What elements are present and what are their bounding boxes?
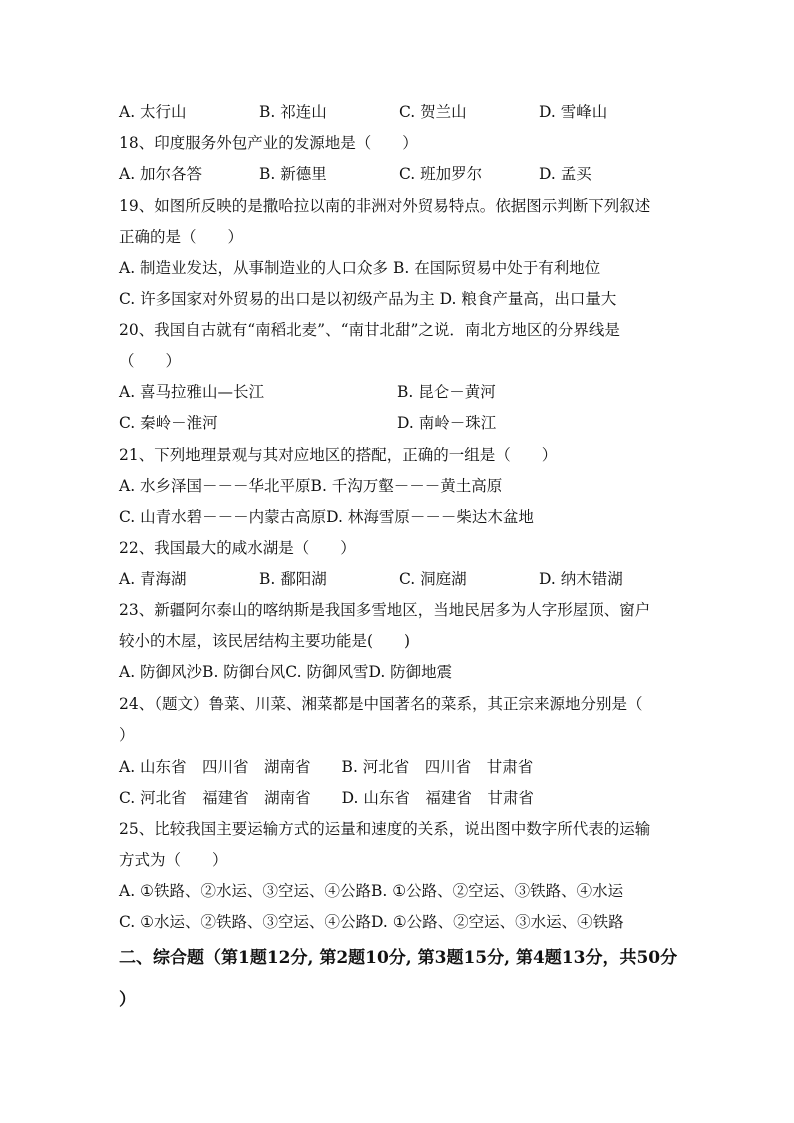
q17-options [119, 102, 679, 122]
q23-stem-line-2: 较小的木屋，该民居结构主要功能是( ) [119, 632, 411, 650]
q21-stem: 21、下列地理景观与其对应地区的搭配，正确的一组是（ ） [119, 446, 558, 464]
q20-option-a: A. 喜马拉雅山—长江 [119, 383, 265, 401]
q18-option-c: C. 班加罗尔 [399, 165, 483, 183]
q17-option-d: D. 雪峰山 [539, 103, 608, 121]
section-2-heading-line-1: 二、综合题（第1题12分, 第2题10分, 第3题15分, 第4题13分，共50分 [119, 948, 678, 968]
q25-options-line-2: C. ①水运、②铁路、③空运、④公路D. ①公路、②空运、③水运、④铁路 [119, 913, 624, 931]
q24-options-line-2: C. 河北省 福建省 湖南省 D. 山东省 福建省 甘肃省 [119, 789, 534, 807]
q17-option-c: C. 贺兰山 [399, 103, 467, 121]
q18-options [119, 164, 679, 184]
q22-option-c: C. 洞庭湖 [399, 570, 467, 588]
q22-stem: 22、我国最大的咸水湖是（ ） [119, 539, 356, 557]
q24-options-line-1: A. 山东省 四川省 湖南省 B. 河北省 四川省 甘肃省 [119, 758, 534, 776]
q20-option-d: D. 南岭－珠江 [397, 414, 497, 432]
q17-option-a: A. 太行山 [119, 103, 187, 121]
q18-option-d: D. 孟买 [539, 165, 592, 183]
q19-options-line-1: A. 制造业发达，从事制造业的人口众多 B. 在国际贸易中处于有利地位 [119, 259, 601, 277]
q25-options-line-1: A. ①铁路、②水运、③空运、④公路B. ①公路、②空运、③铁路、④水运 [119, 882, 624, 900]
q24-stem-line-2: ） [119, 726, 135, 744]
q18-option-b: B. 新德里 [259, 165, 327, 183]
q19-options-line-2: C. 许多国家对外贸易的出口是以初级产品为主 D. 粮食产量高，出口量大 [119, 290, 617, 308]
q22-options [119, 569, 679, 589]
section-2-heading-line-2: ） [119, 990, 136, 1010]
q20-options-row-2 [119, 413, 679, 433]
q24-stem-line-1: 24、（题文）鲁菜、川菜、湘菜都是中国著名的菜系，其正宗来源地分别是（ [119, 695, 643, 713]
q22-option-b: B. 鄱阳湖 [259, 570, 327, 588]
q23-options-line: A. 防御风沙B. 防御台风C. 防御风雪D. 防御地震 [119, 663, 453, 681]
q22-option-d: D. 纳木错湖 [539, 570, 623, 588]
q25-stem-line-2: 方式为（ ） [119, 851, 228, 869]
q23-stem-line-1: 23、新疆阿尔泰山的喀纳斯是我国多雪地区，当地民居多为人字形屋顶、窗户 [119, 601, 651, 619]
q22-option-a: A. 青海湖 [119, 570, 187, 588]
q20-options-row-1 [119, 382, 679, 402]
q20-option-c: C. 秦岭－淮河 [119, 414, 218, 432]
q20-stem-line-2: （ ） [119, 352, 182, 370]
q19-stem-line-2: 正确的是（ ） [119, 228, 244, 246]
q20-option-b: B. 昆仑－黄河 [397, 383, 496, 401]
q18-stem: 18、印度服务外包产业的发源地是（ ） [119, 134, 418, 152]
q25-stem-line-1: 25、比较我国主要运输方式的运量和速度的关系，说出图中数字所代表的运输 [119, 820, 651, 838]
q21-options-line-1: A. 水乡泽国－－－华北平原B. 千沟万壑－－－黄土高原 [119, 477, 503, 495]
q21-options-line-2: C. 山青水碧－－－内蒙古高原D. 林海雪原－－－柴达木盆地 [119, 508, 534, 526]
q18-option-a: A. 加尔各答 [119, 165, 203, 183]
q19-stem-line-1: 19、如图所反映的是撒哈拉以南的非洲对外贸易特点。依据图示判断下列叙述 [119, 197, 651, 215]
q17-option-b: B. 祁连山 [259, 103, 327, 121]
q20-stem-line-1: 20、我国自古就有“南稻北麦”、“南甘北甜”之说．南北方地区的分界线是 [119, 321, 620, 339]
